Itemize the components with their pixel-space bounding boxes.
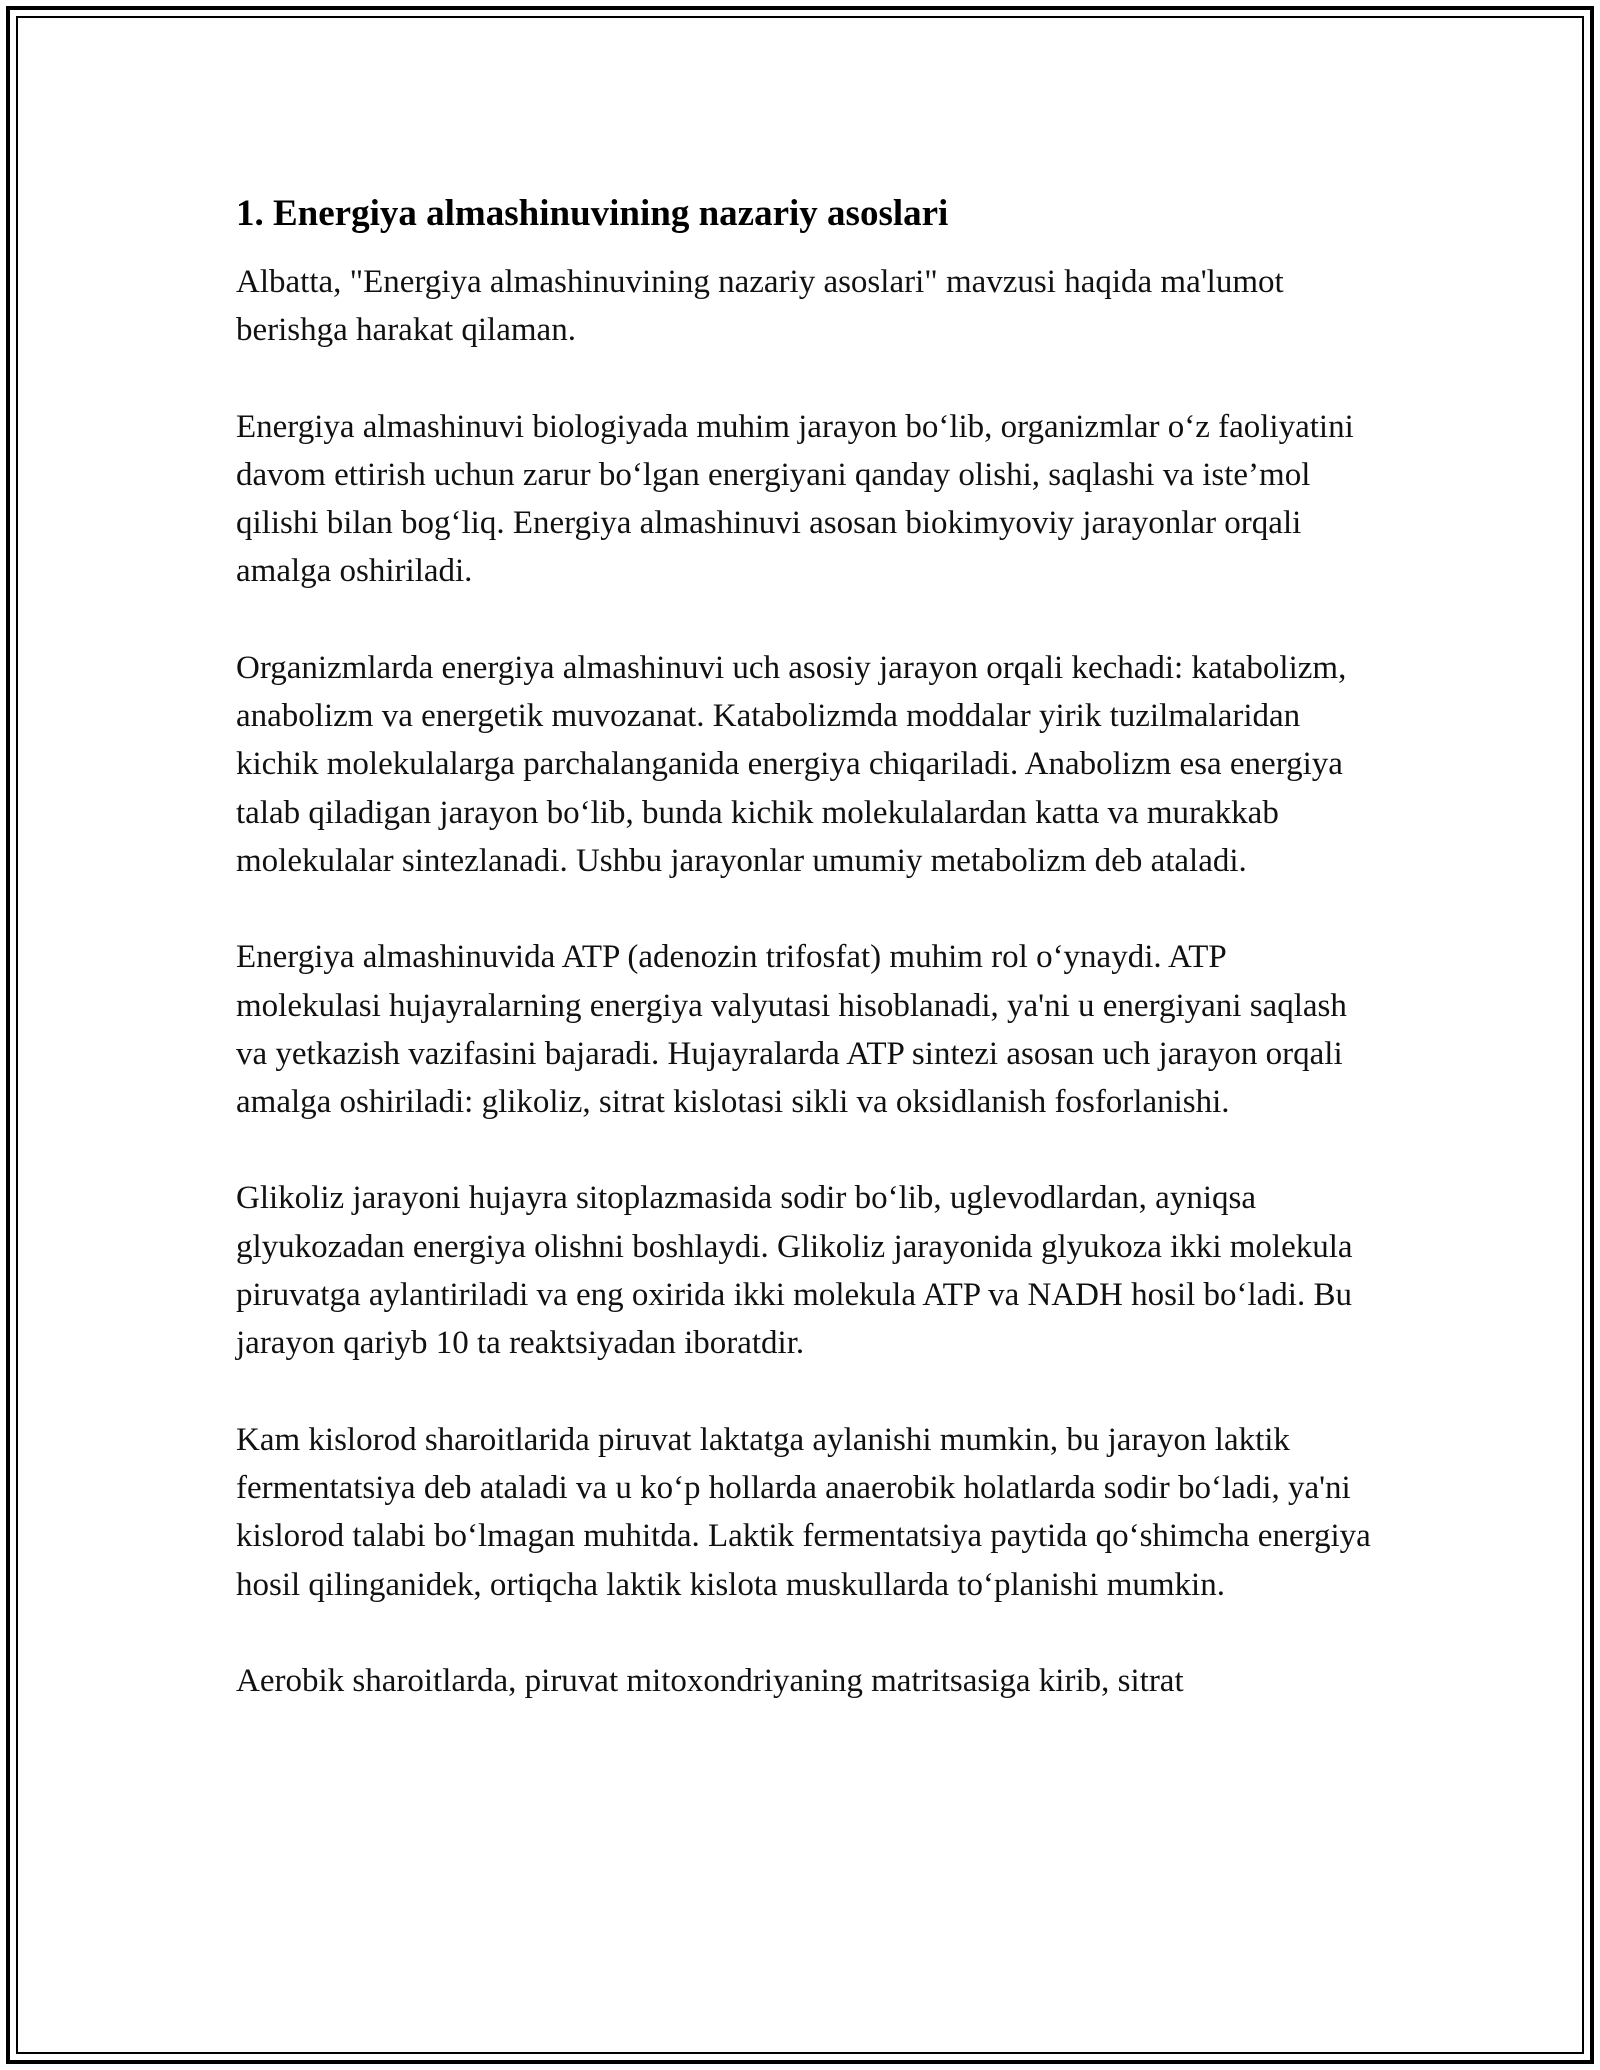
- paragraph-aerobic: Aerobik sharoitlarda, piruvat mitoxondriyaning matritsasiga kirib, sitrat: [236, 1662, 1184, 1699]
- document-body: [236, 190, 1376, 1753]
- paragraph-intro: Albatta, "Energiya almashinuvining nazariy asoslari" mavzusi haqida ma'lumot berishga harakat qilaman.: [236, 264, 1284, 349]
- paragraph-atp: Energiya almashinuvida ATP (adenozin trifosfat) muhim rol o‘ynaydi. ATP molekulasi hujayralarning energiya valyutasi hisoblanadi, ya'ni u energiyani saqlash va yetkazish vazifasini bajaradi. Hujayralarda ATP sintezi asosan uch jarayon orqali amalga oshiriladi: glikoliz, sitrat kislotasi sikli va oksidlanish fosforlanishi.: [236, 939, 1347, 1121]
- paragraph-lactic-fermentation: Kam kislorod sharoitlarida piruvat laktatga aylanishi mumkin, bu jarayon laktik fermentatsiya deb ataladi va u ko‘p hollarda anaerobik holatlarda sodir bo‘ladi, ya'ni kislorod talabi bo‘lmagan muhitda. Laktik fermentatsiya paytida qo‘shimcha energiya hosil qilinganidek, ortiqcha laktik kislota muskullarda to‘planishi mumkin.: [236, 1421, 1371, 1603]
- section-heading: 1. Energiya almashinuvining nazariy asoslari: [236, 193, 949, 234]
- paragraph-energy-exchange: Energiya almashinuvi biologiyada muhim jarayon bo‘lib, organizmlar o‘z faoliyatini davom ettirish uchun zarur bo‘lgan energiyani qanday olishi, saqlashi va iste’mol qilishi bilan bog‘liq. Energiya almashinuvi asosan biokimyoviy jarayonlar orqali amalga oshiriladi.: [236, 408, 1354, 590]
- paragraph-glycolysis: Glikoliz jarayoni hujayra sitoplazmasida sodir bo‘lib, uglevodlardan, ayniqsa glyukozadan energiya olishni boshlaydi. Glikoliz jarayonida glyukoza ikki molekula piruvatga aylantiriladi va eng oxirida ikki molekula ATP va NADH hosil bo‘ladi. Bu jarayon qariyb 10 ta reaktsiyadan iboratdir.: [236, 1180, 1353, 1362]
- paragraph-metabolism: Organizmlarda energiya almashinuvi uch asosiy jarayon orqali kechadi: katabolizm, anabolizm va energetik muvozanat. Katabolizmda moddalar yirik tuzilmalaridan kichik molekulalarga parchalanganida energiya chiqariladi. Anabolizm esa energiya talab qiladigan jarayon bo‘lib, bunda kichik molekulalardan katta va murakkab molekulalar sintezlanadi. Ushbu jarayonlar umumiy metabolizm deb ataladi.: [236, 649, 1347, 879]
